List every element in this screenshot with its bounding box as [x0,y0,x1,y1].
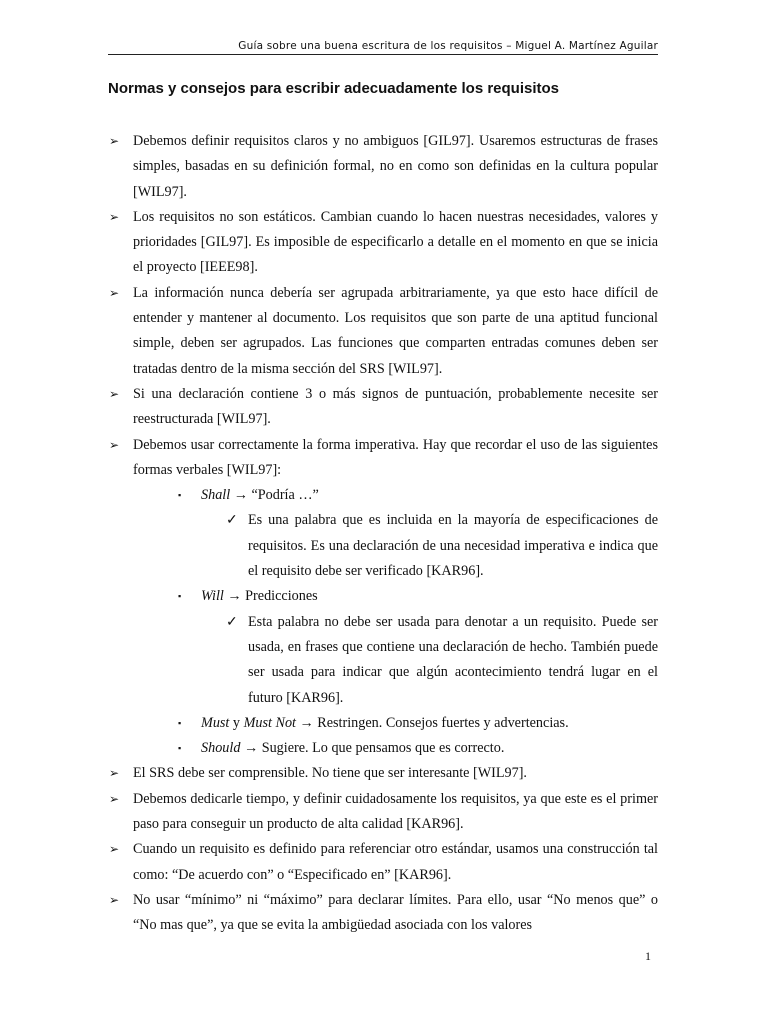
term-will: Will [201,588,224,605]
arrow-bullet-icon: ➢ [109,791,120,806]
page-number: 1 [645,949,651,963]
list-item [108,281,658,382]
term-shall: Shall [201,487,231,504]
term-should-meaning: → Sugiere. Lo que pensamos que es correcto. [240,740,505,757]
sub-list-item-must [108,711,658,736]
list-item-text: Cuando un requisito es definido para referenciar otro estándar, usamos una construcción tal como: “De acuerdo con” o “Especificado en” [KAR96]. [133,841,658,883]
document-body [108,129,658,939]
arrow-bullet-icon: ➢ [109,209,120,224]
arrow-bullet-icon: ➢ [109,285,120,300]
arrow-bullet-icon: ➢ [109,437,120,452]
checkmark-icon: ✓ [226,614,238,630]
term-must-not: Must Not [243,714,296,731]
term-must-meaning: → Restringen. Consejos fuertes y advertencias. [295,714,569,731]
checkmark-icon: ✓ [226,513,238,529]
sub-list-item-will [108,584,658,609]
list-item-text: Debemos definir requisitos claros y no ambiguos [GIL97]. Usaremos estructuras de frases simples, basadas en su definición formal, no en como son definidas en la cultura popular [WIL97]. [133,133,658,200]
section-title: Normas y consejos para escribir adecuadamente los requisitos [108,80,560,97]
arrow-bullet-icon: ➢ [109,134,120,148]
list-item [108,129,658,205]
list-item [108,205,658,281]
arrow-bullet-icon: ➢ [109,892,120,907]
list-item [108,761,658,786]
square-bullet-icon: ▪ [178,743,182,754]
square-bullet-icon: ▪ [178,490,182,501]
sub-list-item-should [108,736,658,761]
list-item-text: Si una declaración contiene 3 o más signos de puntuación, probablemente necesite ser reestructurada [WIL97]. [133,385,658,428]
arrow-bullet-icon: ➢ [109,766,120,781]
detail-item-will [108,610,658,711]
arrow-bullet-icon: ➢ [109,386,120,401]
arrow-bullet-icon: ➢ [109,842,120,857]
sub-list-item-shall [108,483,658,508]
square-bullet-icon: ▪ [178,717,182,728]
term-should: Should [201,740,241,757]
term-will-meaning: → Predicciones [223,588,318,605]
list-item-text: Los requisitos no son estáticos. Cambian cuando lo hacen nuestras necesidades, valores y prioridades [GIL97]. Es imposible de especificarlo a detalle en el momento en que se inicia el proyecto [IEEE98]. [133,208,658,276]
detail-text: Es una palabra que es incluida en la mayoría de especificaciones de requisitos. Es una declaración de una necesidad imperativa e indica que el requisito debe ser verificado [KAR96]. [248,512,658,580]
list-item [108,787,658,838]
list-item [108,433,658,484]
detail-item-shall [108,508,658,584]
list-item-text: Debemos usar correctamente la forma imperativa. Hay que recordar el uso de las siguientes formas verbales [WIL97]: [133,436,658,478]
term-conjunction: y [229,714,244,731]
list-item-text: No usar “mínimo” ni “máximo” para declarar límites. Para ello, usar “No menos que” o “No mas que”, ya que se evita la ambigüedad asociada con los valores [133,891,658,934]
list-item-text: Debemos dedicarle tiempo, y definir cuidadosamente los requisitos, ya que este es el primer paso para conseguir un producto de alta calidad [KAR96]. [133,790,658,833]
term-shall-meaning: → “Podría …” [230,487,319,504]
list-item-text: El SRS debe ser comprensible. No tiene que ser interesante [WIL97]. [133,765,527,782]
square-bullet-icon: ▪ [178,591,182,602]
detail-text: Esta palabra no debe ser usada para denotar a un requisito. Puede ser usada, en frases que contiene una declaración de hecho. También puede ser usada para indicar que algún acontecimiento tendrá lugar en el futuro [KAR96]. [248,613,658,706]
list-item [108,837,658,888]
list-item-text: La información nunca debería ser agrupada arbitrariamente, ya que esto hace difícil de entender y mantener al documento. Los requisitos que son parte de una aptitud funcional simple, deben ser agrupados. Las funciones que comparten entradas comunes deben ser tratadas dentro de la misma sección del SRS [WIL97]. [133,284,658,377]
term-must: Must [201,714,230,731]
list-item [108,382,658,433]
running-header-text: Guía sobre una buena escritura de los requisitos – Miguel A. Martínez Aguilar [238,40,658,52]
list-item [108,888,658,939]
running-header [108,40,658,55]
